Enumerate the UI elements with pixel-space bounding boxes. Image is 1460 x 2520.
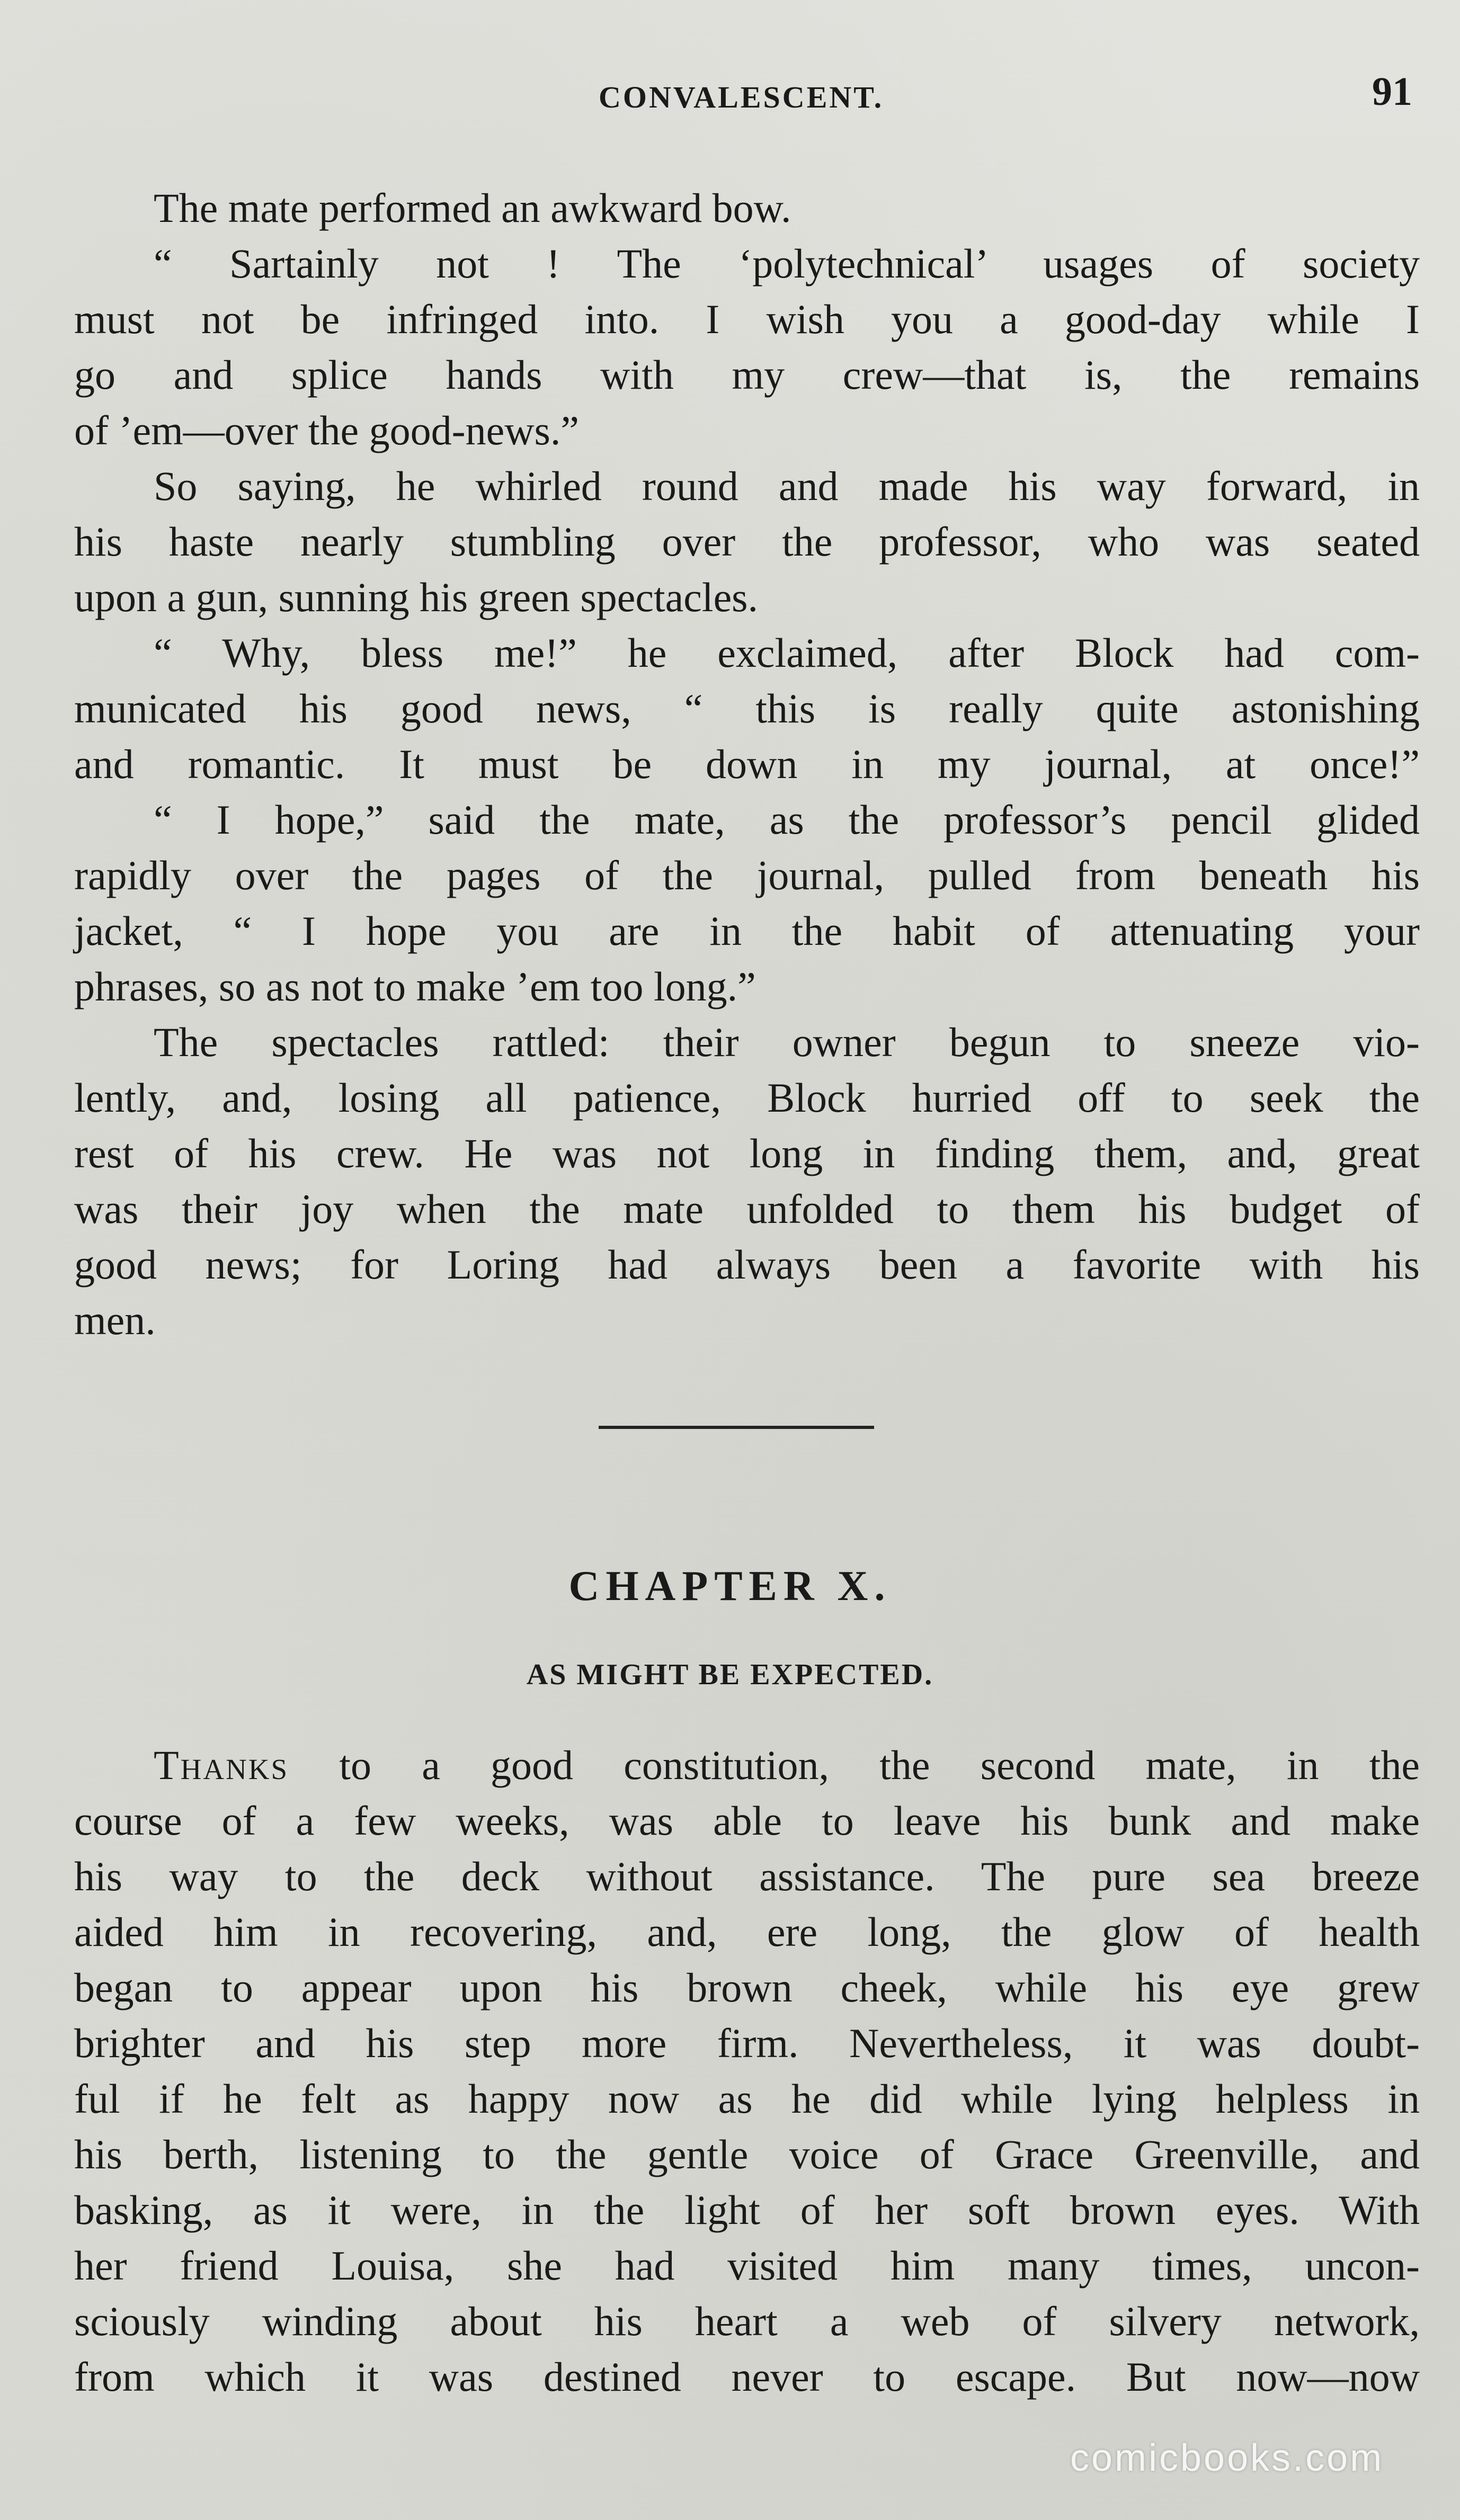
text-line: upon a gun, sunning his green spectacles. bbox=[74, 574, 759, 620]
text-line: rest of his crew. He was not long in finding them, and, great bbox=[74, 1130, 1420, 1176]
text-line: The spectacles rattled: their owner begun to sneeze vio- bbox=[154, 1019, 1420, 1065]
text-line: lently, and, losing all patience, Block hurried off to seek the bbox=[74, 1075, 1420, 1121]
text-line: course of a few weeks, was able to leave his bunk and make bbox=[74, 1798, 1420, 1844]
text-line: basking, as it were, in the light of her soft brown eyes. With bbox=[74, 2187, 1420, 2233]
text-line: was their joy when the mate unfolded to them his budget of bbox=[74, 1186, 1420, 1232]
text-line-first bbox=[74, 1737, 1420, 1793]
chapter-subtitle: AS MIGHT BE EXPECTED. bbox=[526, 1658, 934, 1691]
text-line: The mate performed an awkward bow. bbox=[154, 185, 791, 231]
text-line: brighter and his step more firm. Nevertheless, it was doubt- bbox=[74, 2020, 1420, 2066]
text-line: from which it was destined never to escape. But now—now bbox=[74, 2354, 1420, 2400]
text-line: and romantic. It must be down in my journal, at once!” bbox=[74, 741, 1420, 787]
text-line: her friend Louisa, she had visited him many times, uncon- bbox=[74, 2242, 1420, 2289]
text-line: “ I hope,” said the mate, as the professor’s pencil glided bbox=[154, 797, 1420, 843]
drop-word: Thanks bbox=[154, 1742, 289, 1788]
first-line-text: to a good constitution, the second mate, in the bbox=[289, 1742, 1420, 1788]
running-head: CONVALESCENT. bbox=[599, 80, 884, 114]
text-line: sciously winding about his heart a web of silvery network, bbox=[74, 2298, 1420, 2344]
chapter-title: CHAPTER X. bbox=[568, 1563, 892, 1610]
text-line: must not be infringed into. I wish you a good-day while I bbox=[74, 296, 1420, 342]
text-line: rapidly over the pages of the journal, pulled from beneath his bbox=[74, 852, 1420, 898]
section-separator-rule bbox=[599, 1426, 874, 1429]
text-line: his berth, listening to the gentle voice of Grace Greenville, and bbox=[74, 2131, 1420, 2177]
text-line: his way to the deck without assistance. The pure sea breeze bbox=[74, 1853, 1420, 1899]
page-number: 91 bbox=[1372, 69, 1412, 114]
text-line: “ Why, bless me!” he exclaimed, after Block had com- bbox=[154, 630, 1420, 676]
text-line: municated his good news, “ this is really quite astonishing bbox=[74, 685, 1420, 731]
body-text-section-2 bbox=[74, 1737, 1420, 2405]
text-line: go and splice hands with my crew—that is, the remains bbox=[74, 352, 1420, 398]
page-header bbox=[0, 69, 1460, 132]
text-line: good news; for Loring had always been a favorite with his bbox=[74, 1241, 1420, 1288]
watermark: comicbooks.com bbox=[1070, 2437, 1384, 2479]
text-line: “ Sartainly not ! The ‘polytechnical’ usages of society bbox=[154, 240, 1420, 287]
text-line: his haste nearly stumbling over the professor, who was seated bbox=[74, 519, 1420, 565]
text-line: So saying, he whirled round and made his way forward, in bbox=[154, 463, 1420, 509]
text-line: ful if he felt as happy now as he did while lying helpless in bbox=[74, 2076, 1420, 2122]
text-line: men. bbox=[74, 1297, 156, 1343]
text-line: aided him in recovering, and, ere long, the glow of health bbox=[74, 1909, 1420, 1955]
text-line: phrases, so as not to make ’em too long.” bbox=[74, 963, 756, 1009]
text-line: began to appear upon his brown cheek, while his eye grew bbox=[74, 1964, 1420, 2010]
body-text-section-1 bbox=[74, 180, 1420, 1348]
text-line: of ’em—over the good-news.” bbox=[74, 407, 580, 453]
text-line: jacket, “ I hope you are in the habit of attenuating your bbox=[74, 908, 1420, 954]
